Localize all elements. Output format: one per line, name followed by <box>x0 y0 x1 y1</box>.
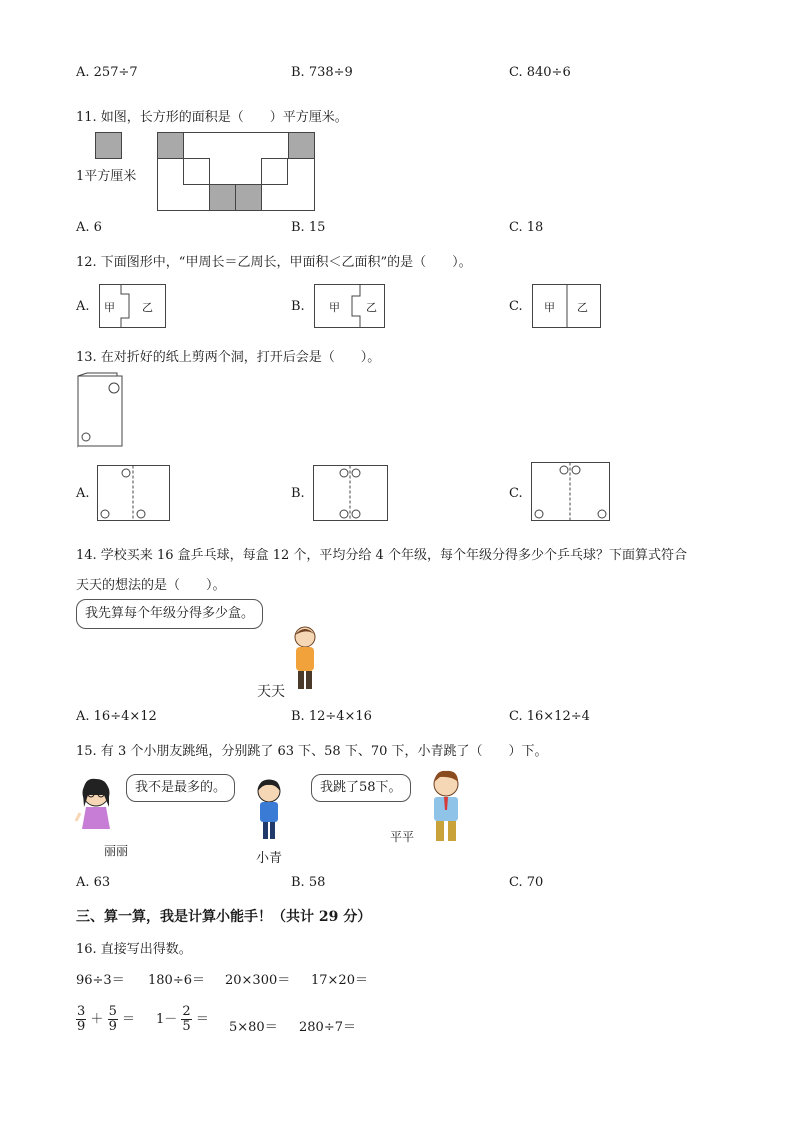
q10-option-b[interactable]: B. 738÷9 <box>291 65 353 80</box>
q12-a-yi: 乙 <box>142 301 153 314</box>
boy-pingping-illustration <box>428 770 464 844</box>
q13-stem: 13. 在对折好的纸上剪两个洞，打开后会是（ ）。 <box>76 350 381 365</box>
boy-tiantian-illustration <box>285 625 325 695</box>
q12-a-jia: 甲 <box>104 301 115 314</box>
q13-figure-b <box>313 465 389 522</box>
q16-item-7: 5×80＝ <box>229 1020 278 1035</box>
q12-figure-c <box>532 284 602 329</box>
lili-name: 丽丽 <box>104 844 129 858</box>
q16-item-2: 180÷6＝ <box>148 973 205 988</box>
q14-stem-line2: 天天的想法的是（ ）。 <box>76 578 226 593</box>
q16-item-6: 1－ $\frac{2}{5}$ ＝ <box>156 1004 209 1034</box>
unit-square-label: 1平方厘米 <box>76 169 137 184</box>
q11-option-a[interactable]: A. 6 <box>76 220 102 235</box>
q14-option-b[interactable]: B. 12÷4×16 <box>291 709 372 724</box>
q11-stem: 11. 如图，长方形的面积是（ ）平方厘米。 <box>76 110 348 125</box>
q12-option-b[interactable]: B. <box>291 299 305 314</box>
q14-speech-bubble: 我先算每个年级分得多少盒。 <box>76 599 263 629</box>
q16-stem: 16. 直接写出得数。 <box>76 942 192 957</box>
tiantian-name: 天天 <box>257 684 285 700</box>
fraction-3-9: $\frac{3}{9}$ <box>77 1004 86 1034</box>
q12-c-jia: 甲 <box>544 301 555 314</box>
unit-square <box>95 132 122 159</box>
pingping-name: 平平 <box>390 830 415 844</box>
fraction-5-9: $\frac{5}{9}$ <box>108 1004 117 1034</box>
q16-item-3: 20×300＝ <box>225 973 291 988</box>
lili-speech-bubble: 我不是最多的。 <box>126 774 235 802</box>
q13-figure-a <box>97 465 171 522</box>
q14-stem-line1: 14. 学校买来 16 盒乒乓球，每盒 12 个，平均分给 4 个年级，每个年级分得多少个乒乓球？下面算式符合 <box>76 548 687 563</box>
q14-option-c[interactable]: C. 16×12÷4 <box>509 709 590 724</box>
girl-lili-illustration <box>76 777 118 839</box>
q13-option-c[interactable]: C. <box>509 486 523 501</box>
q16-item-4: 17×20＝ <box>311 973 368 988</box>
q16-item-8: 280÷7＝ <box>299 1020 356 1035</box>
q12-option-c[interactable]: C. <box>509 299 523 314</box>
folded-paper-figure <box>77 372 125 448</box>
q10-option-c[interactable]: C. 840÷6 <box>509 65 571 80</box>
q14-option-a[interactable]: A. 16÷4×12 <box>76 709 157 724</box>
q12-c-yi: 乙 <box>577 301 588 314</box>
q13-figure-c <box>531 462 611 522</box>
xiaoqing-name: 小青 <box>256 851 283 866</box>
section3-title: 三、算一算，我是计算小能手！（共计 29 分） <box>76 909 372 925</box>
q15-option-a[interactable]: A. 63 <box>76 875 111 890</box>
pingping-speech-bubble: 我跳了58下。 <box>311 774 411 802</box>
q12-b-jia: 甲 <box>329 301 340 314</box>
q16-item-5: $\frac{3}{9}$ ＋ $\frac{5}{9}$ ＝ <box>77 1004 136 1034</box>
q15-stem: 15. 有 3 个小朋友跳绳，分别跳了 63 下、58 下、70 下，小青跳了（ ）下。 <box>76 744 548 759</box>
q11-option-b[interactable]: B. 15 <box>291 220 326 235</box>
q13-option-a[interactable]: A. <box>76 486 90 501</box>
q15-option-b[interactable]: B. 58 <box>291 875 326 890</box>
q16-item-1: 96÷3＝ <box>76 973 125 988</box>
q12-b-yi: 乙 <box>366 301 377 314</box>
q12-option-a[interactable]: A. <box>76 299 90 314</box>
q15-option-c[interactable]: C. 70 <box>509 875 544 890</box>
girl-xiaoqing-illustration <box>253 779 285 843</box>
q13-option-b[interactable]: B. <box>291 486 305 501</box>
q10-option-a[interactable]: A. 257÷7 <box>76 65 138 80</box>
fraction-2-5: $\frac{2}{5}$ <box>182 1004 191 1034</box>
q11-option-c[interactable]: C. 18 <box>509 220 544 235</box>
q12-stem: 12. 下面图形中，“甲周长＝乙周长，甲面积＜乙面积”的是（ ）。 <box>76 255 472 270</box>
